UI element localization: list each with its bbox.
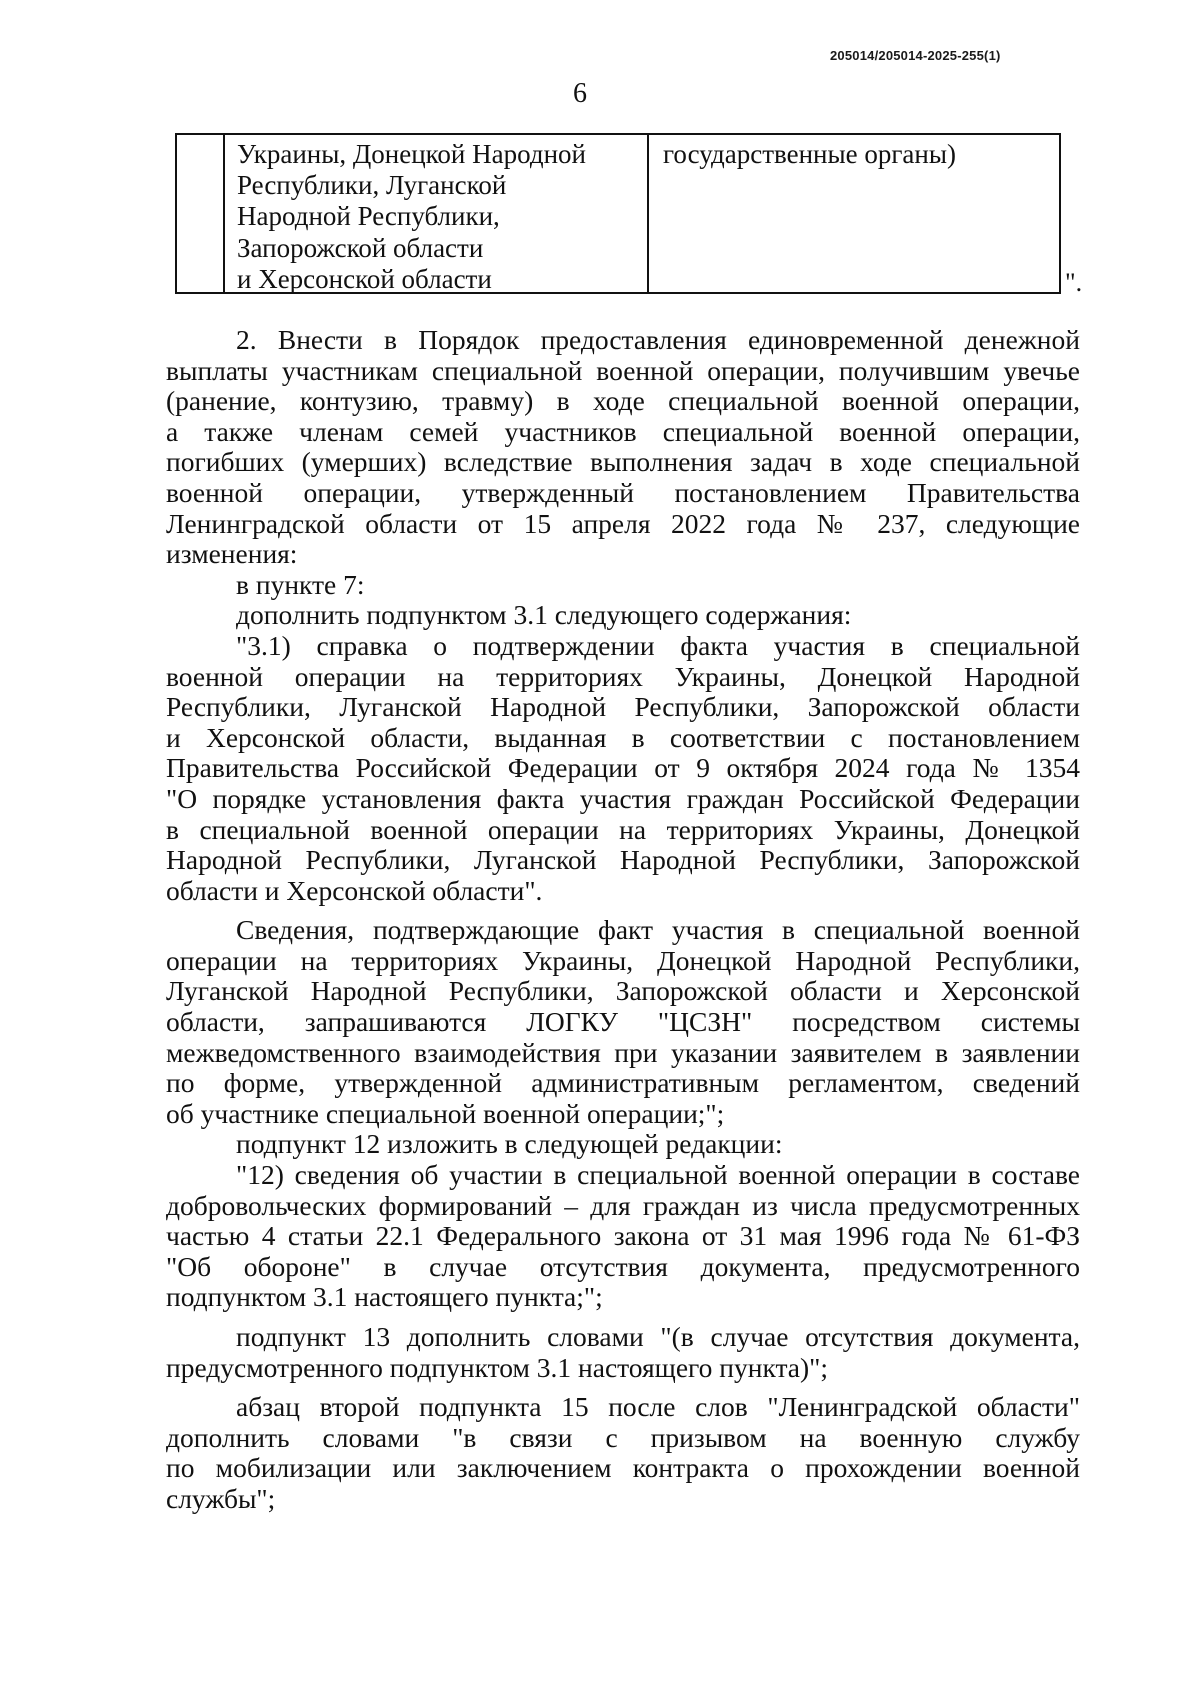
paragraph-line: подпунктом 3.1 настоящего пункта;"; [166,1281,603,1313]
paragraph-line: Сведения, подтверждающие факт участия в специальной военной [236,914,1080,946]
paragraph-line: военной операции на территориях Украины, Донецкой Народной [166,660,1080,692]
paragraph-line: Луганской Народной Республики, Запорожской области и Херсонской [166,975,1080,1007]
paragraph-line: в пункте 7: [236,568,365,600]
paragraph-line: изменения: [166,538,298,570]
table-cell-line: государственные органы) [663,139,956,169]
table-cell-line: Республики, Луганской [237,170,507,201]
paragraph-line: выплаты участникам специальной военной операции, получившим увечье [166,354,1080,386]
paragraph-line: подпункт 12 изложить в следующей редакции: [236,1128,783,1160]
page-number: 6 [573,78,587,109]
paragraph-line: службы"; [166,1482,276,1514]
table-closing-quote: ". [1065,268,1083,297]
paragraph-line: 2. Внести в Порядок предоставления единовременной денежной [236,324,1080,355]
paragraph-line: добровольческих формирований – для граждан из числа предусмотренных [166,1189,1080,1221]
paragraph-line: военной операции, утвержденный постановлением Правительства [166,476,1080,508]
paragraph-line: "12) сведения об участии в специальной военной операции в составе [236,1159,1080,1191]
document-number: 205014/205014-2025-255(1) [830,48,1001,63]
paragraph-line: "О порядке установления факта участия граждан Российской Федерации [166,782,1080,814]
document-body [166,325,1080,1515]
table-cell-line: Запорожской области [237,232,484,263]
paragraph-line: дополнить словами "в связи с призывом на военную службу [166,1421,1080,1453]
table-cell-line: Народной Республики, [237,201,500,232]
table-fragment [175,133,1061,294]
table-cell-line: и Херсонской области [237,263,492,294]
paragraph-line: по форме, утвержденной административным регламентом, сведений [166,1067,1080,1099]
paragraph-line: Ленинградской области от 15 апреля 2022 года № 237, следующие [166,507,1080,539]
paragraph-line: области и Херсонской области". [166,874,543,906]
table-cell-empty [177,135,225,292]
paragraph-line: межведомственного взаимодействия при указании заявителем в заявлении [166,1036,1080,1068]
paragraph-line: Правительства Российской Федерации от 9 октября 2024 года № 1354 [166,752,1080,784]
table-cell-line: Украины, Донецкой Народной [237,139,586,169]
paragraph-line: об участнике специальной военной операции;"; [166,1097,725,1129]
paragraph-line: "Об обороне" в случае отсутствия документа, предусмотренного [166,1250,1080,1282]
paragraph-line: Республики, Луганской Народной Республики, Запорожской области [166,691,1080,723]
paragraph-line: Народной Республики, Луганской Народной Республики, Запорожской [166,844,1080,876]
paragraph-line: погибших (умерших) вследствие выполнения задач в ходе специальной [166,446,1080,478]
paragraph-line: дополнить подпунктом 3.1 следующего содержания: [236,599,852,631]
paragraph-line: частью 4 статьи 22.1 Федерального закона от 31 мая 1996 года № 61-ФЗ [166,1220,1080,1252]
paragraph-line: по мобилизации или заключением контракта о прохождении военной [166,1452,1080,1484]
paragraph-line: подпункт 13 дополнить словами "(в случае отсутствия документа, [236,1321,1080,1352]
table-cell-territories [225,135,649,292]
paragraph-line: абзац второй подпункта 15 после слов "Ленинградской области" [236,1391,1080,1423]
paragraph-line: области, запрашиваются ЛОГКУ "ЦСЗН" посредством системы [166,1006,1080,1038]
table-cell-organs [649,135,1059,292]
paragraph-line: а также членам семей участников специальной военной операции, [166,415,1080,447]
paragraph-line: в специальной военной операции на территориях Украины, Донецкой [166,813,1080,845]
paragraph-line: операции на территориях Украины, Донецкой Народной Республики, [166,944,1080,976]
paragraph-line: "3.1) справка о подтверждении факта участия в специальной [236,629,1080,661]
paragraph-line: предусмотренного подпунктом 3.1 настоящего пункта)"; [166,1351,829,1383]
paragraph-line: (ранение, контузию, травму) в ходе специальной военной операции, [166,385,1080,417]
paragraph-line: и Херсонской области, выданная в соответствии с постановлением [166,721,1080,753]
